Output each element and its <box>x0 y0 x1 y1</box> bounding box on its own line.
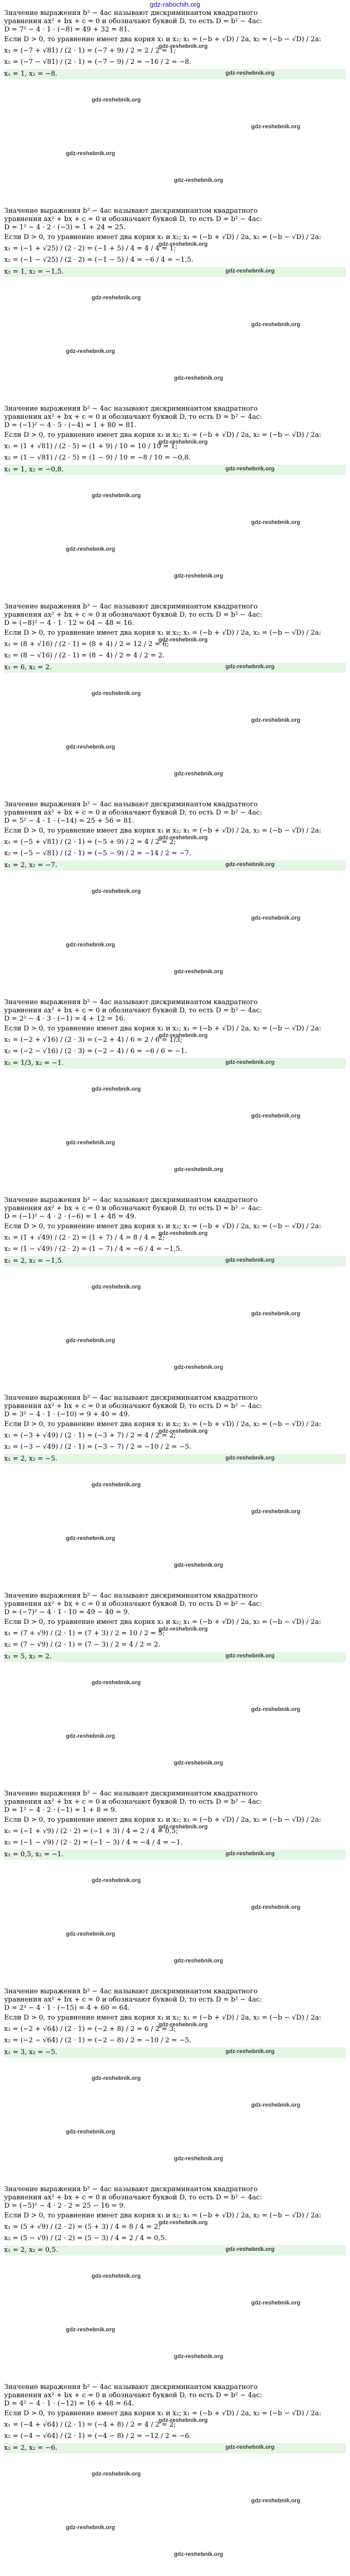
formula-line: x₂ = (1 − √81) / (2 · 5) = (1 − 9) / 10 = −8 / 10 = −0,8. <box>4 454 191 462</box>
formula-line: x₁ = (−2 + √64) / (2 · 1) = (−2 + 8) / 2 = 6 / 2 = 3; <box>4 2025 176 2033</box>
explanation-line: Значение выражения b² − 4ac называют дискриминантом квадратного <box>4 1988 258 1995</box>
explanation-line: уравнения ax² + bx + c = 0 и обозначают буквой D, то есть D = b² − 4ac: <box>4 1996 262 2004</box>
watermark: gdz-reshebnik.org <box>251 1509 301 1515</box>
explanation-line: уравнения ax² + bx + c = 0 и обозначают буквой D, то есть D = b² − 4ac: <box>4 1402 262 1410</box>
formula-line: x₂ = (−1 − √9) / (2 · 2) = (−1 − 3) / 4 = −4 / 4 = −1. <box>4 1839 183 1846</box>
formula-line: x₂ = (−2 − √64) / (2 · 1) = (−2 − 8) / 2 = −10 / 2 = −5. <box>4 2037 191 2044</box>
formula-line: x₂ = (−7 − √81) / (2 · 1) = (−7 − 9) / 2 = −16 / 2 = −8. <box>4 58 191 66</box>
explanation-line: Значение выражения b² − 4ac называют дискриминантом квадратного <box>4 405 258 413</box>
explanation-line: уравнения ax² + bx + c = 0 и обозначают буквой D, то есть D = b² − 4ac: <box>4 1798 262 1806</box>
formula-line: x₁ = (1 + √49) / (2 · 2) = (1 + 7) / 4 = 8 / 4 = 2; <box>4 1234 165 1242</box>
watermark: gdz-reshebnik.org <box>66 1535 115 1541</box>
watermark: gdz-reshebnik.org <box>251 2102 301 2108</box>
explanation-line: Значение выражения b² − 4ac называют дискриминантом квадратного <box>4 801 258 808</box>
formula-line: x₂ = (5 − √9) / (2 · 2) = (5 − 3) / 4 = 2 / 4 = 0,5. <box>4 2234 167 2242</box>
watermark: gdz-reshebnik.org <box>66 150 115 157</box>
formula-line: x₁ = (−5 + √81) / (2 · 1) = (−5 + 9) / 2 = 4 / 2 = 2; <box>4 838 176 846</box>
explanation-line: уравнения ax² + bx + c = 0 и обозначают буквой D, то есть D = b² − 4ac: <box>4 413 262 421</box>
solution-block <box>4 1592 346 1790</box>
watermark: gdz-reshebnik.org <box>251 1113 301 1119</box>
formula-line: Если D > 0, то уравнение имеет два корня x₁ и x₂; x₁ = (−b + √D) / 2a, x₂ = (−b − √D) / 2a: <box>4 233 321 241</box>
watermark: gdz-reshebnik.org <box>92 888 141 894</box>
formula-line: x₁ = (8 + √16) / (2 · 1) = (8 + 4) / 2 = 12 / 2 = 6; <box>4 640 169 648</box>
watermark: gdz-reshebnik.org <box>174 1364 223 1370</box>
answer-line: x₁ = 2, x₂ = 0,5. <box>4 2245 346 2256</box>
watermark: gdz-reshebnik.org <box>159 1428 208 1434</box>
watermark: gdz-reshebnik.org <box>225 1257 275 1263</box>
watermark: gdz-reshebnik.org <box>66 1931 115 1937</box>
formula-line: Если D > 0, то уравнение имеет два корня x₁ и x₂; x₁ = (−b + √D) / 2a, x₂ = (−b − √D) / 2a: <box>4 1223 321 1230</box>
watermark: gdz-reshebnik.org <box>66 2327 115 2333</box>
solution-block <box>4 2185 346 2383</box>
watermark: gdz-reshebnik.org <box>225 1455 275 1461</box>
explanation-line: D = 3² − 4 · 1 · (−10) = 9 + 40 = 49. <box>4 1411 130 1418</box>
watermark: gdz-reshebnik.org <box>66 942 115 948</box>
watermark: gdz-reshebnik.org <box>92 295 141 301</box>
watermark: gdz-reshebnik.org <box>92 2273 141 2279</box>
watermark: gdz-reshebnik.org <box>225 1653 275 1659</box>
solution-block <box>4 1394 346 1592</box>
watermark: gdz-reshebnik.org <box>66 744 115 750</box>
watermark: gdz-reshebnik.org <box>174 1958 223 1964</box>
formula-line: x₂ = (−3 − √49) / (2 · 1) = (−3 − 7) / 2 = −10 / 2 = −5. <box>4 1443 191 1451</box>
watermark: gdz-reshebnik.org <box>66 546 115 552</box>
explanation-line: уравнения ax² + bx + c = 0 и обозначают буквой D, то есть D = b² − 4ac: <box>4 2194 262 2201</box>
watermark: gdz-reshebnik.org <box>159 1230 208 1236</box>
watermark: gdz-reshebnik.org <box>251 519 301 526</box>
explanation-line: D = (−5)² − 4 · 2 · 2 = 25 − 16 = 9. <box>4 2202 126 2210</box>
explanation-line: уравнения ax² + bx + c = 0 и обозначают буквой D, то есть D = b² − 4ac: <box>4 611 262 619</box>
explanation-line: уравнения ax² + bx + c = 0 и обозначают буквой D, то есть D = b² − 4ac: <box>4 18 262 25</box>
formula-line: Если D > 0, то уравнение имеет два корня x₁ и x₂; x₁ = (−b + √D) / 2a, x₂ = (−b − √D) / 2a: <box>4 629 321 637</box>
watermark: gdz-reshebnik.org <box>174 1166 223 1173</box>
watermark: gdz-reshebnik.org <box>251 2498 301 2504</box>
answer-line: x₁ = 6, x₂ = 2. <box>4 663 346 673</box>
explanation-line: Значение выражения b² − 4ac называют дискриминантом квадратного <box>4 2383 258 2391</box>
explanation-line: D = (−8)² − 4 · 1 · 12 = 64 − 48 = 16. <box>4 619 134 627</box>
watermark: gdz-reshebnik.org <box>159 43 208 49</box>
explanation-line: Значение выражения b² − 4ac называют дискриминантом квадратного <box>4 2185 258 2193</box>
formula-line: x₁ = (−1 + √9) / (2 · 2) = (−1 + 3) / 4 = 2 / 4 = 0,5; <box>4 1827 178 1835</box>
solution-block <box>4 801 346 998</box>
watermark: gdz-reshebnik.org <box>251 321 301 328</box>
watermark: gdz-reshebnik.org <box>159 2417 208 2424</box>
answer-line: x₁ = 2, x₂ = −1,5. <box>4 1256 346 1266</box>
watermark: gdz-reshebnik.org <box>159 1032 208 1039</box>
watermark: gdz-reshebnik.org <box>92 2075 141 2081</box>
watermark: gdz-reshebnik.org <box>92 97 141 103</box>
formula-line: x₂ = (1 − √49) / (2 · 2) = (1 − 7) / 4 = −6 / 4 = −1,5. <box>4 1245 182 1253</box>
watermark: gdz-reshebnik.org <box>92 1086 141 1092</box>
formula-line: x₁ = (−2 + √16) / (2 · 3) = (−2 + 4) / 6 = 2 / 6 = 1/3; <box>4 1036 183 1044</box>
solution-block <box>4 1196 346 1394</box>
formula-line: Если D > 0, то уравнение имеет два корня x₁ и x₂; x₁ = (−b + √D) / 2a, x₂ = (−b − √D) / 2a: <box>4 827 321 835</box>
watermark: gdz-reshebnik.org <box>66 2129 115 2135</box>
solution-block <box>4 405 346 603</box>
watermark: gdz-reshebnik.org <box>92 2471 141 2477</box>
explanation-line: D = 2² − 4 · 3 · (−1) = 4 + 12 = 16. <box>4 1015 126 1023</box>
watermark: gdz-reshebnik.org <box>92 690 141 697</box>
watermark: gdz-reshebnik.org <box>159 2022 208 2028</box>
watermark: gdz-reshebnik.org <box>159 835 208 841</box>
watermark: gdz-reshebnik.org <box>66 1337 115 1344</box>
watermark: gdz-reshebnik.org <box>66 2524 115 2531</box>
watermark: gdz-reshebnik.org <box>174 1760 223 1766</box>
watermark: gdz-reshebnik.org <box>251 915 301 921</box>
watermark: gdz-reshebnik.org <box>159 2219 208 2226</box>
watermark: gdz-reshebnik.org <box>225 2048 275 2055</box>
watermark: gdz-reshebnik.org <box>174 771 223 777</box>
solutions-list <box>0 9 350 2576</box>
explanation-line: Значение выражения b² − 4ac называют дискриминантом квадратного <box>4 207 258 215</box>
explanation-line: D = 4² − 4 · 1 · (−12) = 16 + 48 = 64. <box>4 2400 134 2408</box>
formula-line: x₂ = (8 − √16) / (2 · 1) = (8 − 4) / 2 = 4 / 2 = 2. <box>4 652 165 659</box>
watermark: gdz-reshebnik.org <box>159 637 208 643</box>
watermark: gdz-reshebnik.org <box>174 2353 223 2360</box>
solution-block <box>4 207 346 405</box>
watermark: gdz-reshebnik.org <box>66 1733 115 1739</box>
explanation-line: D = 1² − 4 · 2 · (−3) = 1 + 24 = 25. <box>4 224 126 231</box>
explanation-line: Значение выражения b² − 4ac называют дискриминантом квадратного <box>4 1790 258 1798</box>
watermark: gdz-reshebnik.org <box>92 1877 141 1884</box>
watermark: gdz-reshebnik.org <box>251 1706 301 1713</box>
watermark: gdz-reshebnik.org <box>92 1284 141 1290</box>
formula-line: Если D > 0, то уравнение имеет два корня x₁ и x₂; x₁ = (−b + √D) / 2a, x₂ = (−b − √D) / 2a: <box>4 1816 321 1824</box>
explanation-line: уравнения ax² + bx + c = 0 и обозначают буквой D, то есть D = b² − 4ac: <box>4 809 262 817</box>
answer-line: x₁ = 1, x₂ = −0,8. <box>4 465 346 475</box>
watermark: gdz-reshebnik.org <box>66 348 115 354</box>
watermark: gdz-reshebnik.org <box>225 268 275 274</box>
formula-line: x₁ = (−1 + √25) / (2 · 2) = (−1 + 5) / 4 = 4 / 4 = 1; <box>4 245 176 252</box>
formula-line: Если D > 0, то уравнение имеет два корня x₁ и x₂; x₁ = (−b + √D) / 2a, x₂ = (−b − √D) / 2a: <box>4 1420 321 1428</box>
watermark: gdz-reshebnik.org <box>159 439 208 445</box>
watermark: gdz-reshebnik.org <box>251 124 301 130</box>
solution-block <box>4 2383 346 2576</box>
formula-line: Если D > 0, то уравнение имеет два корня x₁ и x₂; x₁ = (−b + √D) / 2a, x₂ = (−b − √D) / 2a: <box>4 36 321 43</box>
explanation-line: Значение выражения b² − 4ac называют дискриминантом квадратного <box>4 1394 258 1402</box>
watermark: gdz-reshebnik.org <box>225 664 275 670</box>
formula-line: Если D > 0, то уравнение имеет два корня x₁ и x₂; x₁ = (−b + √D) / 2a, x₂ = (−b − √D) / 2a: <box>4 431 321 439</box>
explanation-line: Значение выражения b² − 4ac называют дискриминантом квадратного <box>4 998 258 1006</box>
watermark: gdz-reshebnik.org <box>92 1482 141 1488</box>
watermark: gdz-reshebnik.org <box>159 1824 208 1830</box>
watermark: gdz-reshebnik.org <box>174 2156 223 2162</box>
solution-block <box>4 998 346 1196</box>
watermark: gdz-reshebnik.org <box>225 2444 275 2450</box>
watermark: gdz-reshebnik.org <box>174 177 223 183</box>
watermark: gdz-reshebnik.org <box>251 1904 301 1910</box>
watermark: gdz-reshebnik.org <box>92 493 141 499</box>
formula-line: Если D > 0, то уравнение имеет два корня x₁ и x₂; x₁ = (−b + √D) / 2a, x₂ = (−b − √D) / 2a: <box>4 2014 321 2022</box>
explanation-line: уравнения ax² + bx + c = 0 и обозначают буквой D, то есть D = b² − 4ac: <box>4 2392 262 2399</box>
answer-line: x₁ = 2, x₂ = −5. <box>4 1454 346 1464</box>
explanation-line: D = (−1)² − 4 · 2 · (−6) = 1 + 48 = 49. <box>4 1213 136 1221</box>
explanation-line: D = 7² − 4 · 1 · (−8) = 49 + 32 = 81. <box>4 26 130 33</box>
explanation-line: уравнения ax² + bx + c = 0 и обозначают буквой D, то есть D = b² − 4ac: <box>4 1600 262 1608</box>
solution-block <box>4 1790 346 1988</box>
formula-line: x₂ = (−5 − √81) / (2 · 1) = (−5 − 9) / 2 = −14 / 2 = −7. <box>4 850 191 857</box>
formula-line: x₁ = (7 + √9) / (2 · 1) = (7 + 3) / 2 = 10 / 2 = 5; <box>4 1630 165 1637</box>
watermark: gdz-reshebnik.org <box>174 573 223 579</box>
solution-block <box>4 1988 346 2185</box>
answer-line: x₁ = 1/3, x₂ = −1. <box>4 1058 346 1069</box>
watermark: gdz-reshebnik.org <box>225 861 275 868</box>
explanation-line: D = (−1)² − 4 · 5 · (−4) = 1 + 80 = 81. <box>4 421 136 429</box>
watermark: gdz-reshebnik.org <box>174 2551 223 2557</box>
answer-line: x₁ = 2, x₂ = −6. <box>4 2443 346 2453</box>
watermark: gdz-reshebnik.org <box>225 70 275 76</box>
answer-line: x₁ = 5, x₂ = 2. <box>4 1652 346 1662</box>
watermark: gdz-reshebnik.org <box>225 1059 275 1065</box>
formula-line: Если D > 0, то уравнение имеет два корня x₁ и x₂; x₁ = (−b + √D) / 2a, x₂ = (−b − √D) / 2a: <box>4 1618 321 1626</box>
watermark: gdz-reshebnik.org <box>159 241 208 247</box>
watermark: gdz-reshebnik.org <box>174 969 223 975</box>
watermark: gdz-reshebnik.org <box>174 375 223 381</box>
formula-line: x₂ = (−2 − √16) / (2 · 3) = (−2 − 4) / 6 = −6 / 6 = −1. <box>4 1047 187 1055</box>
explanation-line: Значение выражения b² − 4ac называют дискриминантом квадратного <box>4 1196 258 1204</box>
watermark: gdz-reshebnik.org <box>225 2246 275 2252</box>
watermark: gdz-reshebnik.org <box>174 1562 223 1568</box>
answer-line: x₁ = 1, x₂ = −1,5. <box>4 267 346 277</box>
answer-line: x₁ = 0,5, x₂ = −1. <box>4 1850 346 1860</box>
watermark: gdz-reshebnik.org <box>92 1680 141 1686</box>
formula-line: x₁ = (−7 + √81) / (2 · 1) = (−7 + 9) / 2 = 2 / 2 = 1; <box>4 47 176 55</box>
explanation-line: Значение выражения b² − 4ac называют дискриминантом квадратного <box>4 1592 258 1600</box>
formula-line: Если D > 0, то уравнение имеет два корня x₁ и x₂; x₁ = (−b + √D) / 2a, x₂ = (−b − √D) / 2a: <box>4 1025 321 1032</box>
answer-line: x₁ = 2, x₂ = −7. <box>4 860 346 871</box>
formula-line: Если D > 0, то уравнение имеет два корня x₁ и x₂; x₁ = (−b + √D) / 2a, x₂ = (−b − √D) / 2a: <box>4 2212 321 2219</box>
formula-line: x₂ = (−1 − √25) / (2 · 2) = (−1 − 5) / 4 = −6 / 4 = −1,5. <box>4 256 194 264</box>
formula-line: x₁ = (5 + √9) / (2 · 2) = (5 + 3) / 4 = 8 / 4 = 2; <box>4 2223 161 2231</box>
formula-line: x₁ = (−3 + √49) / (2 · 1) = (−3 + 7) / 2 = 4 / 2 = 2; <box>4 1432 176 1439</box>
watermark: gdz-reshebnik.org <box>251 2300 301 2306</box>
solution-block <box>4 603 346 801</box>
site-link[interactable]: gdz-rabochih.org <box>150 1 200 8</box>
explanation-line: уравнения ax² + bx + c = 0 и обозначают буквой D, то есть D = b² − 4ac: <box>4 1205 262 1212</box>
answer-line: x₁ = 3, x₂ = −5. <box>4 2047 346 2058</box>
formula-line: x₁ = (−4 + √64) / (2 · 1) = (−4 + 8) / 2 = 4 / 2 = 2; <box>4 2421 176 2429</box>
formula-line: x₁ = (1 + √81) / (2 · 5) = (1 + 9) / 10 = 10 / 10 = 1; <box>4 443 178 450</box>
header <box>0 0 350 9</box>
watermark: gdz-reshebnik.org <box>251 717 301 723</box>
watermark: gdz-reshebnik.org <box>66 1140 115 1146</box>
explanation-line: D = 2² − 4 · 1 · (−15) = 4 + 60 = 64. <box>4 2004 130 2012</box>
watermark: gdz-reshebnik.org <box>159 1626 208 1632</box>
explanation-line: уравнения ax² + bx + c = 0 и обозначают буквой D, то есть D = b² − 4ac: <box>4 1007 262 1014</box>
watermark: gdz-reshebnik.org <box>225 466 275 472</box>
formula-line: Если D > 0, то уравнение имеет два корня x₁ и x₂; x₁ = (−b + √D) / 2a, x₂ = (−b − √D) / 2a: <box>4 2410 321 2417</box>
formula-line: x₂ = (−4 − √64) / (2 · 1) = (−4 − 8) / 2 = −12 / 2 = −6. <box>4 2432 191 2440</box>
explanation-line: D = (−7)² − 4 · 1 · 10 = 49 − 40 = 9. <box>4 1608 130 1616</box>
watermark: gdz-reshebnik.org <box>225 1851 275 1857</box>
explanation-line: Значение выражения b² − 4ac называют дискриминантом квадратного <box>4 9 258 17</box>
explanation-line: D = 1² − 4 · 2 · (−1) = 1 + 8 = 9. <box>4 1806 117 1814</box>
answer-line: x₁ = 1, x₂ = −8. <box>4 69 346 79</box>
explanation-line: Значение выражения b² − 4ac называют дискриминантом квадратного <box>4 603 258 611</box>
explanation-line: D = 5² − 4 · 1 · (−14) = 25 + 56 = 81. <box>4 817 134 825</box>
solution-block <box>4 9 346 207</box>
explanation-line: уравнения ax² + bx + c = 0 и обозначают буквой D, то есть D = b² − 4ac: <box>4 215 262 223</box>
formula-line: x₂ = (7 − √9) / (2 · 1) = (7 − 3) / 2 = 4 / 2 = 2. <box>4 1641 161 1649</box>
watermark: gdz-reshebnik.org <box>251 1311 301 1317</box>
